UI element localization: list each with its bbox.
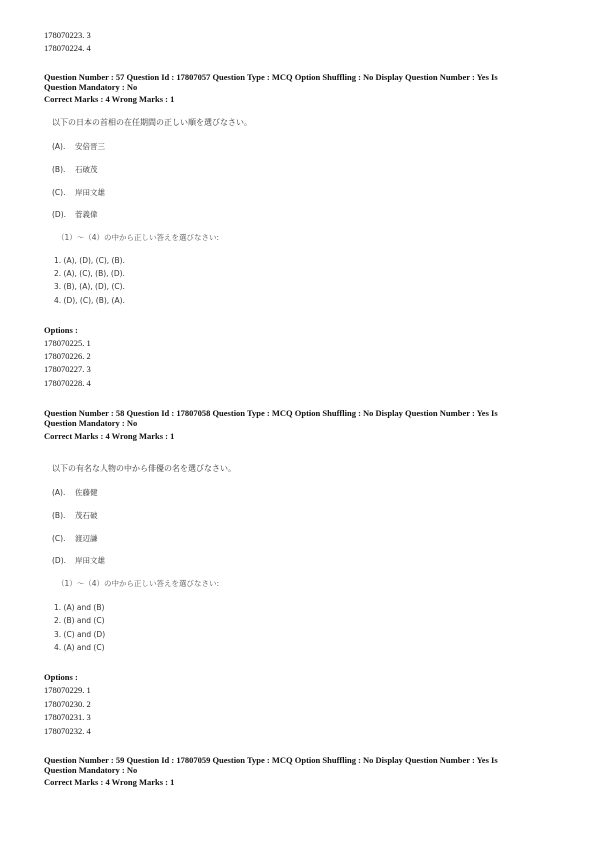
item-value: 岸田文雄 bbox=[75, 556, 105, 565]
item-label: (C). bbox=[52, 188, 66, 197]
question-marks: Correct Marks : 4 Wrong Marks : 1 bbox=[44, 431, 175, 441]
item-value: 石破茂 bbox=[75, 165, 98, 174]
question-header-cont: Question Mandatory : No bbox=[44, 765, 138, 775]
question-marks: Correct Marks : 4 Wrong Marks : 1 bbox=[44, 94, 175, 104]
item-label: (B). bbox=[52, 511, 66, 520]
option-line: 178070227. 3 bbox=[44, 364, 91, 374]
item-label: (D). bbox=[52, 556, 67, 565]
item-label: (D). bbox=[52, 210, 67, 219]
item-label: (C). bbox=[52, 534, 66, 543]
answer-choice: 2. (A), (C), (B), (D). bbox=[54, 269, 125, 278]
question-header: Question Number : 59 Question Id : 17807059 Question Type : MCQ Option Shuffling : No Display Question Number : Yes Is bbox=[44, 755, 498, 765]
item-value: 安倍晋三 bbox=[75, 142, 105, 151]
options-label: Options : bbox=[44, 672, 78, 682]
option-line: 178070232. 4 bbox=[44, 726, 91, 736]
item-label: (A). bbox=[52, 142, 66, 151]
option-line: 178070231. 3 bbox=[44, 712, 91, 722]
answer-choice: 1. (A), (D), (C), (B). bbox=[54, 256, 125, 265]
item-value: 菅義偉 bbox=[75, 210, 98, 219]
item-value: 岸田文雄 bbox=[75, 188, 105, 197]
answer-choice: 1. (A) and (B) bbox=[54, 603, 105, 612]
question-header: Question Number : 58 Question Id : 17807058 Question Type : MCQ Option Shuffling : No Display Question Number : Yes Is bbox=[44, 408, 498, 418]
question-header: Question Number : 57 Question Id : 17807057 Question Type : MCQ Option Shuffling : No Display Question Number : Yes Is bbox=[44, 72, 498, 82]
option-line: 178070229. 1 bbox=[44, 685, 91, 695]
answer-choice: 3. (B), (A), (D), (C). bbox=[54, 282, 125, 291]
answer-choice: 4. (D), (C), (B), (A). bbox=[54, 296, 125, 305]
item-label: (B). bbox=[52, 165, 66, 174]
answer-choice: 2. (B) and (C) bbox=[54, 616, 105, 625]
answer-choice: 3. (C) and (D) bbox=[54, 630, 106, 639]
question-text: 以下の有名な人物の中から俳優の名を選びなさい。 bbox=[52, 464, 236, 473]
item-label: (A). bbox=[52, 488, 66, 497]
option-line: 178070224. 4 bbox=[44, 43, 91, 53]
question-text: 以下の日本の首相の在任期間の正しい順を選びなさい。 bbox=[52, 118, 252, 127]
option-line: 178070228. 4 bbox=[44, 378, 91, 388]
option-line: 178070226. 2 bbox=[44, 351, 91, 361]
question-header-cont: Question Mandatory : No bbox=[44, 82, 138, 92]
option-line: 178070223. 3 bbox=[44, 30, 91, 40]
answer-choice: 4. (A) and (C) bbox=[54, 643, 105, 652]
instruction-text: （1）～（4）の中から正しい答えを選びなさい: bbox=[57, 233, 220, 242]
instruction-text: （1）～（4）の中から正しい答えを選びなさい: bbox=[57, 579, 220, 588]
option-line: 178070225. 1 bbox=[44, 338, 91, 348]
item-value: 茂石破 bbox=[75, 511, 98, 520]
options-label: Options : bbox=[44, 325, 78, 335]
option-line: 178070230. 2 bbox=[44, 699, 91, 709]
item-value: 佐藤健 bbox=[75, 488, 98, 497]
item-value: 渡辺謙 bbox=[75, 534, 98, 543]
question-marks: Correct Marks : 4 Wrong Marks : 1 bbox=[44, 777, 175, 787]
question-header-cont: Question Mandatory : No bbox=[44, 418, 138, 428]
